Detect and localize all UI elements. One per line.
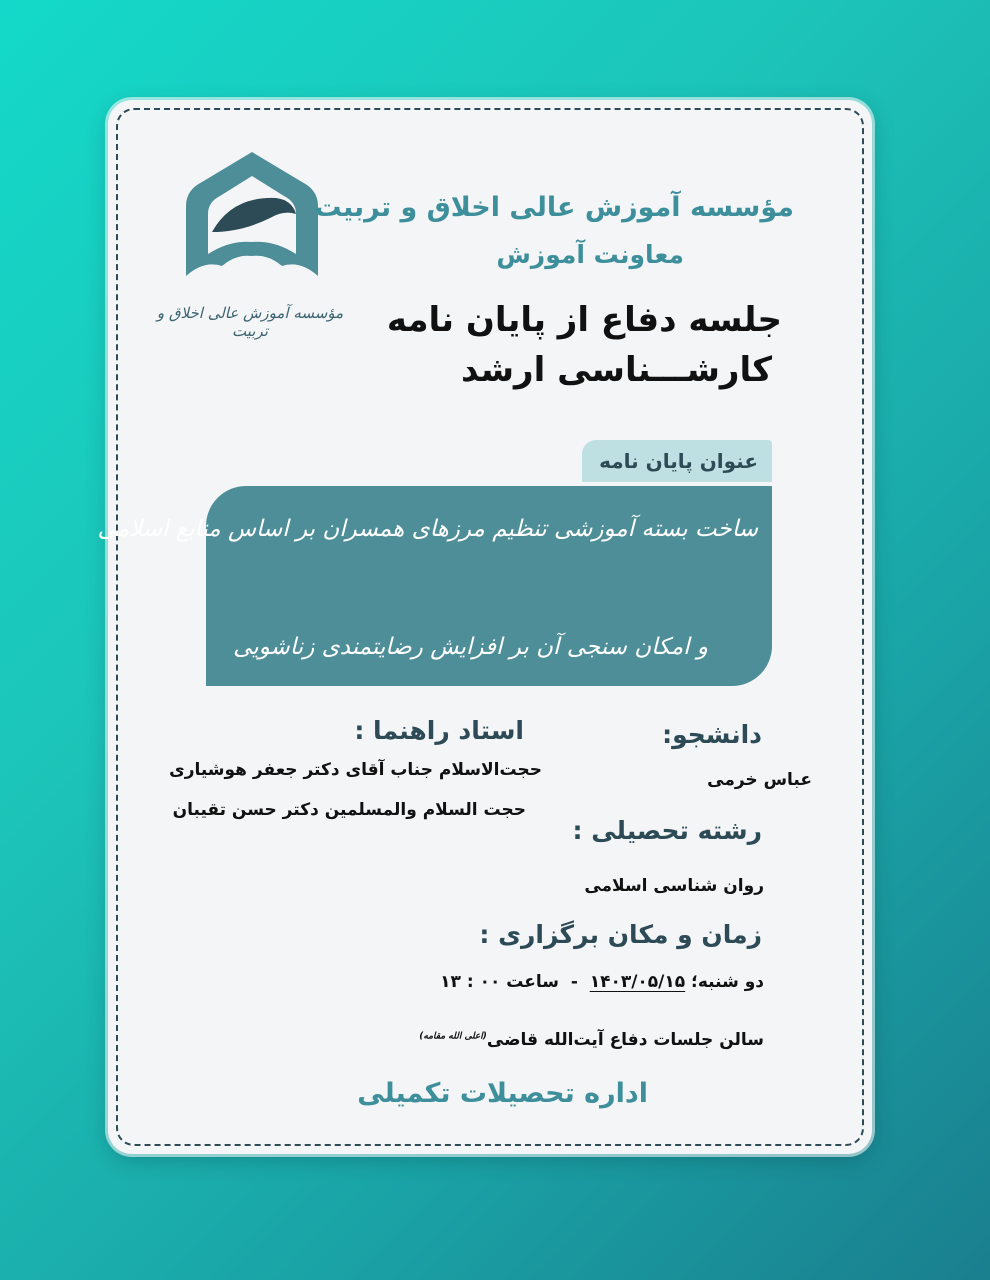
thesis-title-line1: ساخت بسته آموزشی تنظیم مرزهای همسران بر اساس منابع اسلامی xyxy=(97,516,758,542)
schedule-date-line xyxy=(440,972,764,992)
logo-caption: مؤسسه آموزش عالی اخلاق و تربیت xyxy=(156,304,344,340)
event-heading: جلسه دفاع از پایان نامه xyxy=(386,300,782,340)
schedule-day: دو شنبه؛ xyxy=(691,972,764,992)
supervisor-name-2: حجت السلام والمسلمین دکتر حسن تقیبان xyxy=(172,800,526,820)
institute-name: مؤسسه آموزش عالی اخلاق و تربیت xyxy=(314,192,794,223)
schedule-date: ۱۴۰۳/۰۵/۱۵ xyxy=(589,972,686,992)
thesis-title-box xyxy=(97,486,772,686)
thesis-tab-label: عنوان پایان نامه xyxy=(599,449,758,473)
venue-line xyxy=(419,1030,764,1050)
degree-label: کارشـــناسی ارشد xyxy=(460,350,772,390)
field-value: روان شناسی اسلامی xyxy=(584,876,764,896)
venue-name: سالن جلسات دفاع آیت‌الله قاضی xyxy=(486,1030,764,1050)
department-name: معاونت آموزش xyxy=(496,240,684,269)
schedule-time: ساعت ۰۰ : ۱۳ xyxy=(440,972,559,992)
supervisor-label: استاد راهنما : xyxy=(354,716,524,745)
schedule-label: زمان و مکان برگزاری : xyxy=(479,920,762,949)
student-name: عباس خرمی xyxy=(707,770,812,790)
thesis-title-line2: و امکان سنجی آن بر افزایش رضایتمندی زناشویی xyxy=(233,634,708,660)
field-label: رشته تحصیلی : xyxy=(572,816,762,845)
institute-logo-icon xyxy=(172,148,332,288)
supervisor-name-1: حجت‌الاسلام جناب آقای دکتر جعفر هوشیاری xyxy=(169,760,542,780)
graduate-office: اداره تحصیلات تکمیلی xyxy=(357,1078,648,1109)
student-label: دانشجو: xyxy=(662,720,762,749)
thesis-title-tab xyxy=(582,440,772,482)
schedule-separator: - xyxy=(570,972,578,992)
venue-honorific: (اعلی الله مقامه) xyxy=(419,1031,487,1042)
